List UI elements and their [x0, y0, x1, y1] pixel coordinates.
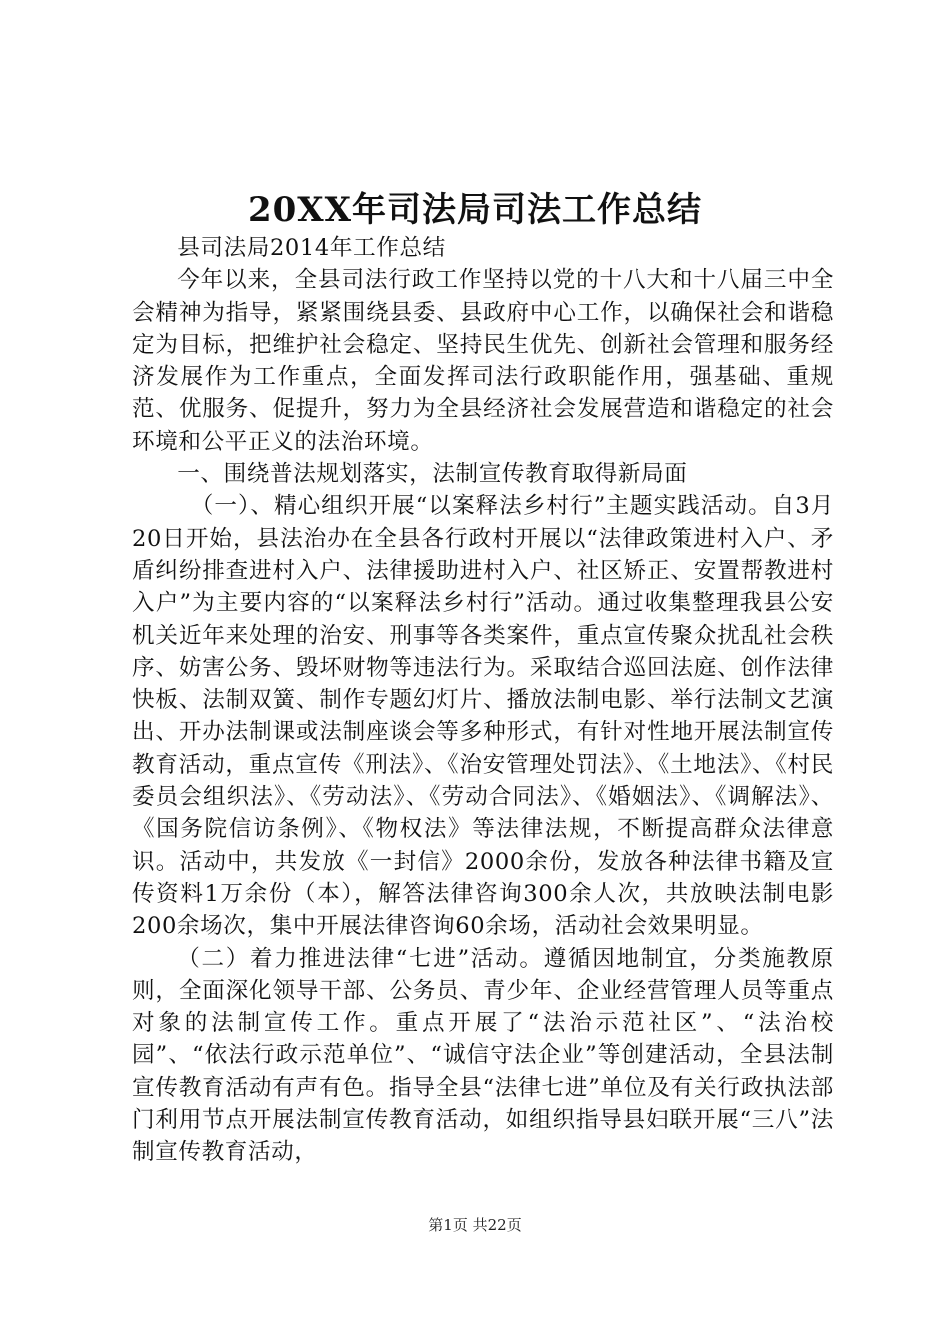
subsection-paragraph-1: （一）、精心组织开展“以案释法乡村行”主题实践活动。自3月20日开始，县法治办在全县各行政村开展以“法律政策进村入户、矛盾纠纷排查进村入户、法律援助进村入户、社区矫正、安置帮教进村入户”为主要内容的“以案释法乡村行”活动。通过收集整理我县公安机关近年来处理的治安、刑事等各类案件，重点宣传聚众扰乱社会秩序、妨害公务、毁坏财物等违法行为。采取结合巡回法庭、创作法律快板、法制双簧、制作专题幻灯片、播放法制电影、举行法制文艺演出、开办法制课或法制座谈会等多种形式，有针对性地开展法制宣传教育活动，重点宣传《刑法》、《治安管理处罚法》、《土地法》、《村民委员会组织法》、《劳动法》、《劳动合同法》、《婚姻法》、《调解法》、《国务院信访条例》、《物权法》等法律法规，不断提高群众法律意识。活动中，共发放《一封信》2000余份，发放各种法律书籍及宣传资料1万余份（本），解答法律咨询300余人次，共放映法制电影200余场次，集中开展法律咨询60余场，活动社会效果明显。 [132, 493, 834, 940]
page-footer: 第1页 共22页 [428, 1216, 522, 1234]
document-body [132, 232, 834, 1169]
section-heading-1: 一、围绕普法规划落实，法制宣传教育取得新局面 [177, 461, 688, 488]
subtitle-paragraph: 县司法局2014年工作总结 [177, 235, 446, 261]
document-title: 20XX年司法局司法工作总结 [247, 190, 703, 230]
subsection-paragraph-2: （二）着力推进法律“七进”活动。遵循因地制宜，分类施教原则，全面深化领导干部、公务员、青少年、企业经营管理人员等重点对象的法制宣传工作。重点开展了“法治示范社区”、“法治校园”、“依法行政示范单位”、“诚信守法企业”等创建活动，全县法制宣传教育活动有声有色。指导全县“法律七进”单位及有关行政执法部门利用节点开展法制宣传教育活动，如组织指导县妇联开展“三八”法制宣传教育活动， [132, 945, 834, 1166]
intro-paragraph: 今年以来，全县司法行政工作坚持以党的十八大和十八届三中全会精神为指导，紧紧围绕县委、县政府中心工作，以确保社会和谐稳定为目标，把维护社会稳定、坚持民生优先、创新社会管理和服务经济发展作为工作重点，全面发挥司法行政职能作用，强基础、重规范、优服务、促提升，努力为全县经济社会发展营造和谐稳定的社会环境和公平正义的法治环境。 [132, 267, 834, 455]
